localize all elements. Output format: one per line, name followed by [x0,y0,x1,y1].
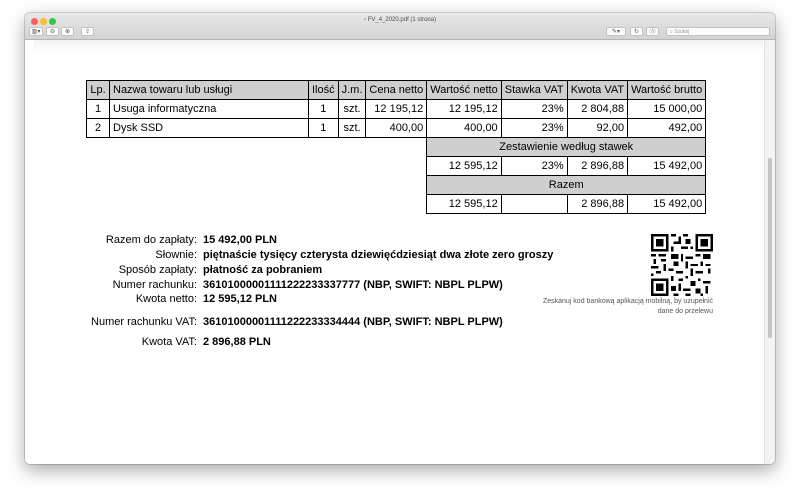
cell: 12 595,12 [427,157,501,176]
cell: 12 595,12 [427,195,501,214]
cell: 15 000,00 [628,100,706,119]
invoice-table [86,80,706,214]
total-label: Razem [427,176,706,195]
col-header: Wartość netto [427,81,501,100]
window-title: ▫ FV_4_2020.pdf (1 strona) [363,17,437,23]
search-input[interactable]: ⌕ Szukaj [666,27,770,36]
cell: 1 [87,100,110,119]
summary-by-rate-header [87,138,706,157]
col-header: Lp. [87,81,110,100]
cell: 2 896,88 [567,195,627,214]
col-header: Kwota VAT [567,81,627,100]
cell: Usuga informatyczna [110,100,309,119]
col-header: Nazwa towaru lub usługi [110,81,309,100]
zoom-in-icon[interactable]: ⊕ [61,27,74,36]
cell: 15 492,00 [628,195,706,214]
cell: 1 [309,119,339,138]
table-row [87,100,706,119]
pdf-icon: ▫ [363,17,368,23]
col-header: J.m. [338,81,366,100]
scrollbar[interactable] [764,40,775,464]
cell: szt. [338,119,366,138]
cell: 23% [501,157,567,176]
cell: 15 492,00 [628,157,706,176]
summary-by-rate-label: Zestawienie według stawek [427,138,706,157]
cell: 1 [309,100,339,119]
cell: 12 195,12 [366,100,427,119]
cell: 23% [501,119,567,138]
cell: Dysk SSD [110,119,309,138]
cell: 400,00 [427,119,501,138]
cell: 2 896,88 [567,157,627,176]
total-header [87,176,706,195]
cell: 492,00 [628,119,706,138]
qr-code [651,234,713,296]
table-row [87,119,706,138]
cell: 400,00 [366,119,427,138]
cell: 12 195,12 [427,100,501,119]
search-icon: ⌕ [670,29,675,35]
annotate-icon[interactable]: Ⓐ [646,27,659,36]
scrollbar-thumb[interactable] [768,158,772,338]
title-bar [25,13,775,40]
col-header: Ilość [309,81,339,100]
table-header-row [87,81,706,100]
col-header: Stawka VAT [501,81,567,100]
share-icon[interactable]: ⇪ [81,27,94,36]
zoom-out-icon[interactable]: ⊖ [46,27,59,36]
cell: 2 804,88 [567,100,627,119]
col-header: Wartość brutto [628,81,706,100]
cell: 92,00 [567,119,627,138]
total-row [87,195,706,214]
summary-by-rate-row [87,157,706,176]
col-header: Cena netto [366,81,427,100]
sidebar-toggle-icon[interactable]: ▥▾ [29,27,43,36]
cell: szt. [338,100,366,119]
markup-pen-icon[interactable]: ✎▾ [606,27,626,36]
cell: 23% [501,100,567,119]
cell [501,195,567,214]
cell: 2 [87,119,110,138]
qr-caption: Zeskanuj kod bankową aplikacją mobilną, by uzupełnić dane do przelewu [542,298,713,315]
page-edge [34,40,763,52]
rotate-icon[interactable]: ↻ [630,27,643,36]
